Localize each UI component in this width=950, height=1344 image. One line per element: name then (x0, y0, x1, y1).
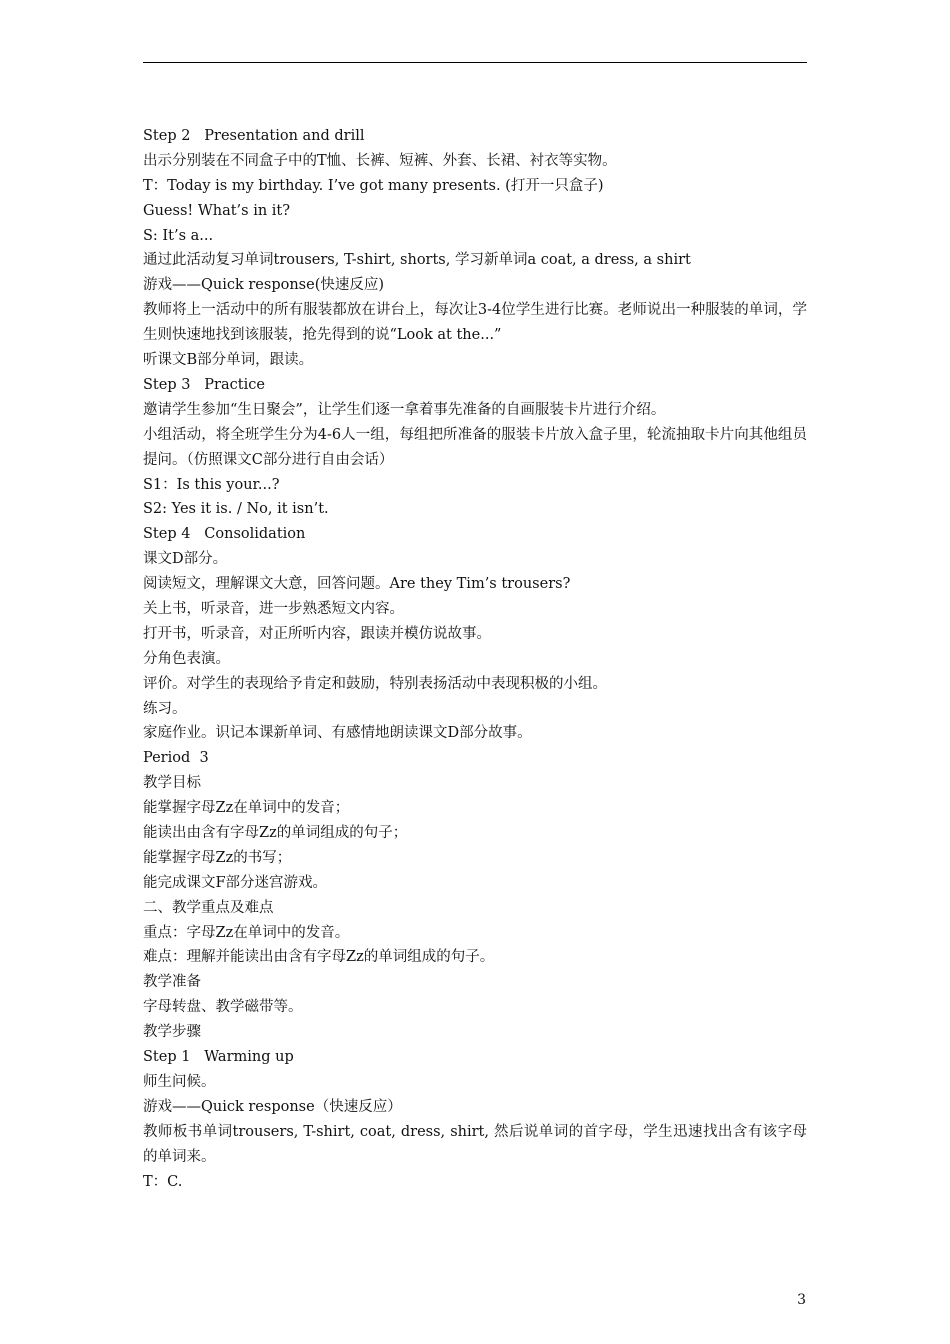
text-line: 教学准备 (143, 974, 201, 991)
text-line: 练习。 (143, 700, 187, 717)
text-line: 重点：字母Zz在单词中的发音。 (143, 924, 350, 941)
text-line: 师生问候。 (143, 1073, 216, 1090)
text-line: S: It’s a... (143, 227, 214, 244)
text-line: 听课文B部分单词，跟读。 (143, 352, 314, 369)
text-line: 邀请学生参加“生日聚会”，让学生们逐一拿着事先准备的自画服装卡片进行介绍。 (143, 401, 666, 418)
text-line: 教师板书单词trousers, T-shirt, coat, dress, shirt, 然后说单词的首字母，学生迅速找出含有该字母的单词来。 (143, 1123, 807, 1165)
text-line: 能掌握字母Zz在单词中的发音； (143, 800, 350, 817)
text-line: 出示分别装在不同盒子中的T恤、长裤、短裤、外套、长裙、衬衣等实物。 (143, 152, 617, 169)
text-line: Guess! What’s in it? (143, 202, 291, 219)
text-line: Step 2 Presentation and drill (143, 128, 365, 144)
text-line: 难点：理解并能读出由含有字母Zz的单词组成的句子。 (143, 949, 495, 966)
header-rule (143, 62, 807, 63)
text-line: 教学目标 (143, 775, 201, 792)
text-line: 教师将上一活动中的所有服装都放在讲台上，每次让3-4位学生进行比赛。老师说出一种服装的单词，学生则快速地找到该服装，抢先得到的说“Look at the...” (143, 302, 807, 344)
text-line: 家庭作业。识记本课新单词、有感情地朗读课文D部分故事。 (143, 725, 532, 742)
page-number: 3 (797, 1292, 806, 1308)
text-line: 能读出由含有字母Zz的单词组成的句子； (143, 825, 408, 842)
text-line: Step 3 Practice (143, 376, 265, 393)
text-line: T：C. (143, 1173, 183, 1190)
text-line: 评价。对学生的表现给予肯定和鼓励，特别表扬活动中表现积极的小组。 (143, 675, 607, 692)
text-line: 通过此活动复习单词trousers, T-shirt, shorts, 学习新单词a coat, a dress, a shirt (143, 252, 691, 269)
text-line: 关上书，听录音，进一步熟悉短文内容。 (143, 601, 404, 617)
text-line: S1：Is this your...? (143, 476, 280, 493)
text-line: 教学步骤 (143, 1024, 201, 1041)
text-line: 游戏——Quick response（快速反应） (143, 1098, 402, 1115)
text-line: 能完成课文F部分迷宫游戏。 (143, 874, 328, 891)
document-body (143, 124, 807, 1194)
text-line: T：Today is my birthday. I’ve got many presents. (打开一只盒子) (143, 177, 604, 194)
text-line: Period 3 (143, 750, 209, 767)
text-line: 游戏——Quick response(快速反应) (143, 277, 385, 294)
text-line: 小组活动，将全班学生分为4-6人一组，每组把所准备的服装卡片放入盒子里，轮流抽取卡片向其他组员提问。（仿照课文C部分进行自由会话） (143, 426, 807, 468)
text-line: S2: Yes it is. / No, it isn’t. (143, 501, 329, 518)
text-line: 课文D部分。 (143, 551, 228, 568)
text-line: 分角色表演。 (143, 650, 230, 667)
text-line: Step 1 Warming up (143, 1049, 294, 1066)
text-line: 二、教学重点及难点 (143, 899, 274, 916)
text-line: 字母转盘、教学磁带等。 (143, 999, 303, 1016)
text-line: 打开书，听录音，对正所听内容，跟读并模仿说故事。 (143, 625, 491, 642)
text-line: 能掌握字母Zz的书写； (143, 849, 292, 866)
text-line: 阅读短文，理解课文大意，回答问题。Are they Tim’s trousers? (143, 576, 571, 593)
text-line: Step 4 Consolidation (143, 526, 306, 543)
